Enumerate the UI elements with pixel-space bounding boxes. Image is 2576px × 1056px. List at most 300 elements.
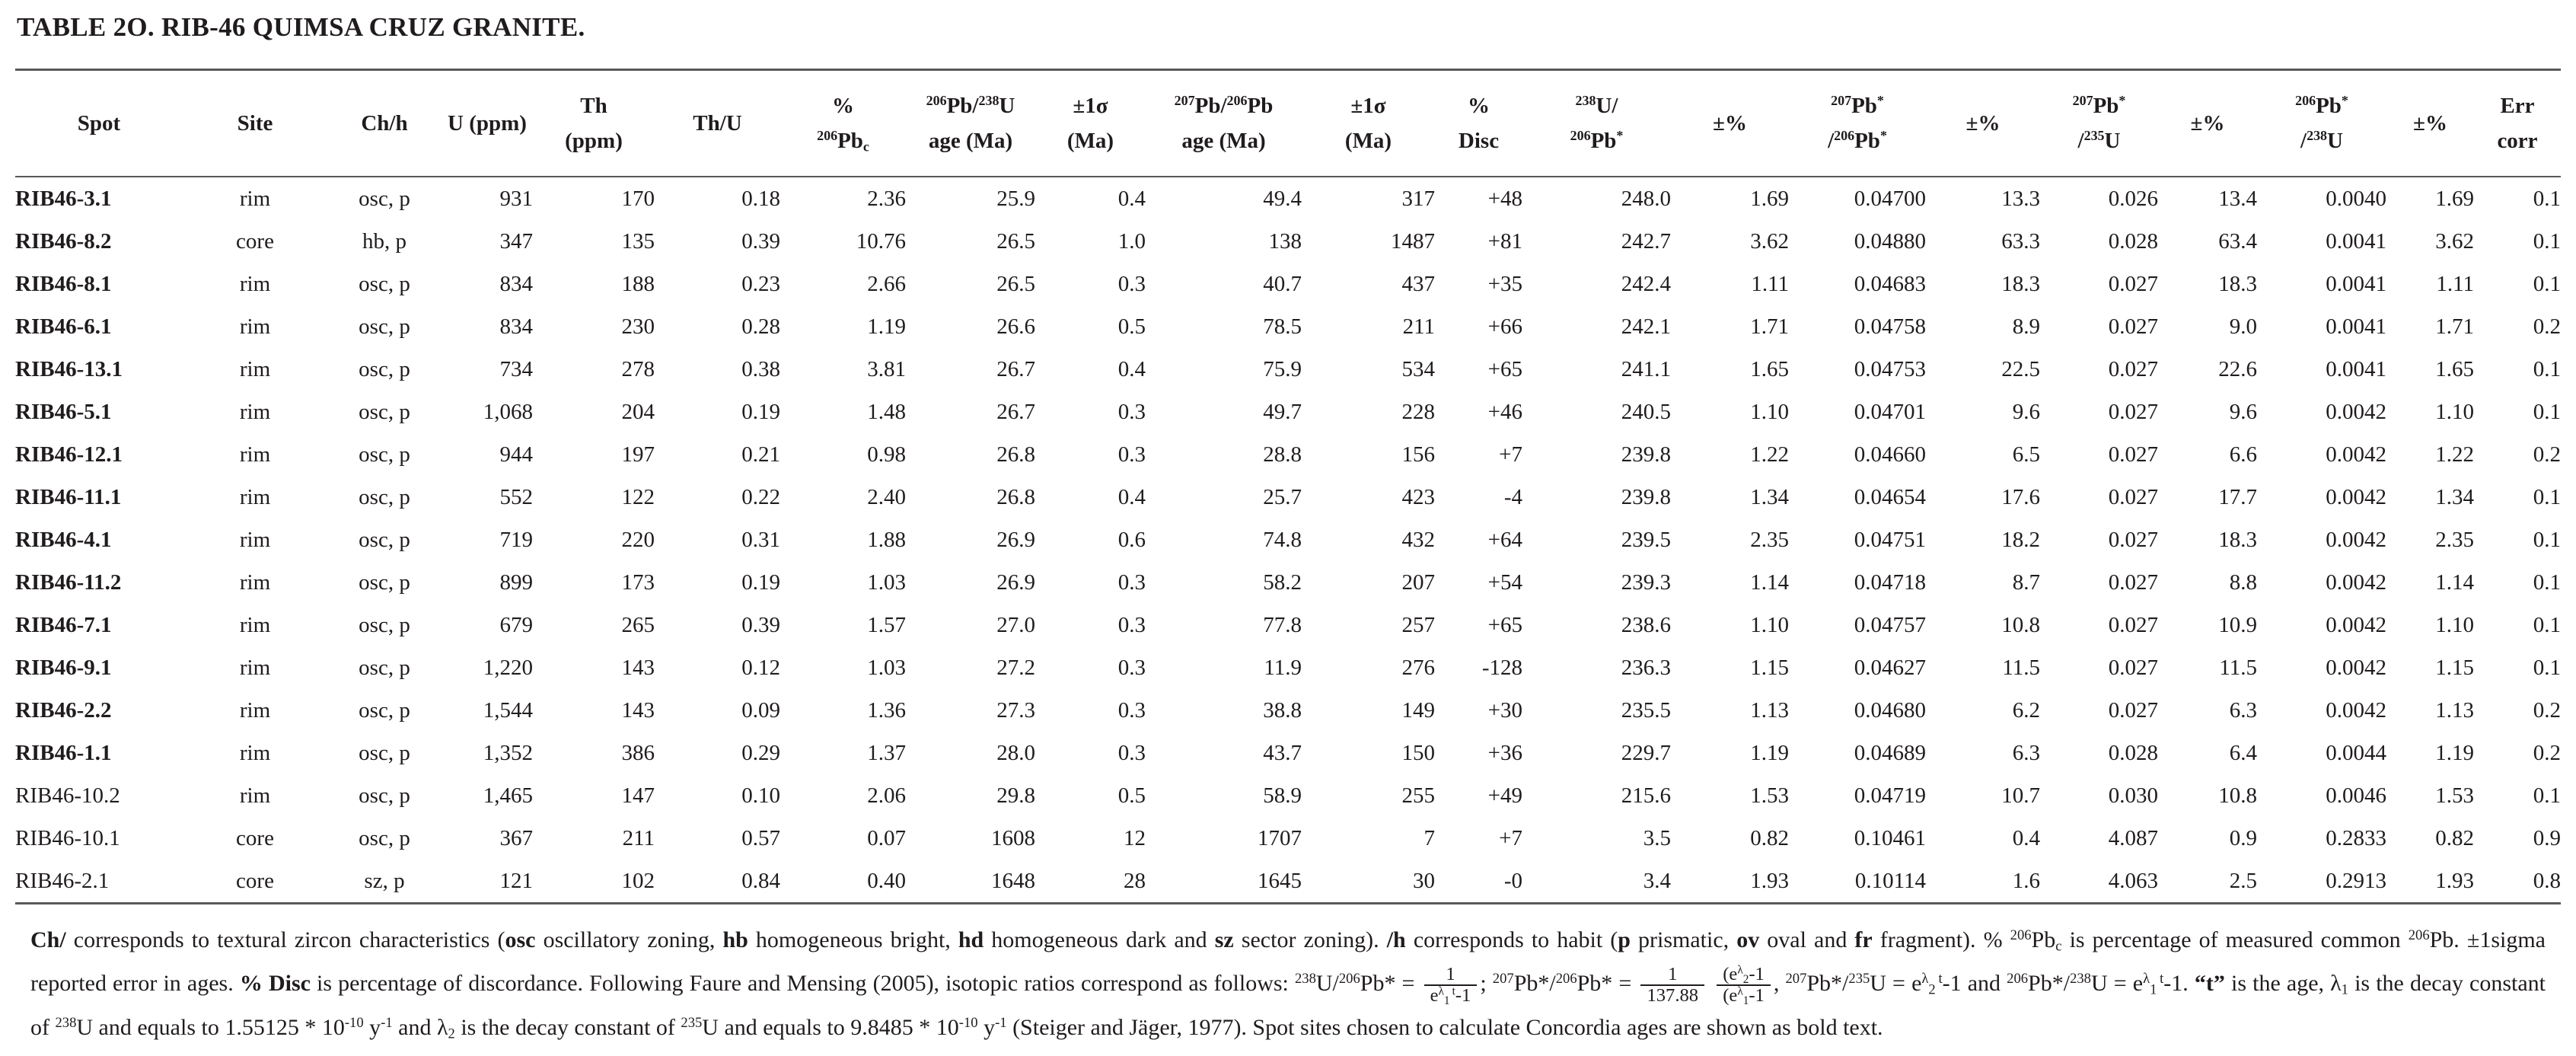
cell-u238-pb206: 242.7 [1621, 228, 1671, 254]
cell-sig-68: 0.5 [1117, 314, 1146, 339]
cell-pb6-u238: 0.0042 [2326, 527, 2386, 552]
cell-chh: sz, p [327, 860, 442, 904]
cell-age-76: 78.5 [1263, 314, 1302, 339]
cell-pb7-u235: 0.027 [2108, 484, 2158, 509]
table-row [15, 220, 2561, 263]
cell-err-corr: 0.1 [2533, 399, 2561, 424]
cell-chh: osc, p [359, 697, 410, 723]
cell-err-corr: 0.1 [2533, 186, 2561, 211]
cell-pb6-u238: 0.0040 [2326, 186, 2386, 211]
cell-th-ppm: 265 [621, 612, 655, 637]
cell-err1: 1.10 [1750, 612, 1789, 637]
column-header-age-76: $^{207}$Pb/$^{206}$Pb age (Ma) [1146, 70, 1302, 177]
cell-err-corr: 0.1 [2533, 271, 2561, 296]
column-header-age-68: $^{206}$Pb/$^{238}$U age (Ma) [906, 70, 1035, 177]
cell-u-ppm: 719 [499, 527, 533, 552]
cell-err-corr: 0.1 [2533, 527, 2561, 552]
cell-age-76: 28.8 [1263, 442, 1302, 467]
cell-age-76: 58.2 [1263, 569, 1302, 595]
cell-sig-76: 150 [1401, 740, 1435, 765]
column-header-pb7-u235: $^{207}$Pb* /$^{235}$U [2040, 70, 2158, 177]
cell-sig-68: 0.3 [1117, 697, 1146, 723]
cell-err3: 18.3 [2218, 527, 2257, 552]
cell-u238-pb206: 239.3 [1621, 569, 1671, 595]
cell-err1: 1.53 [1750, 783, 1789, 808]
cell-u-ppm: 552 [499, 484, 533, 509]
cell-pb6-u238: 0.0041 [2326, 314, 2386, 339]
cell-th-u: 0.39 [741, 612, 780, 637]
cell-disc: -0 [1435, 860, 1522, 904]
cell-pct-pbc: 1.37 [867, 740, 906, 765]
cell-err1: 1.10 [1750, 399, 1789, 424]
cell-sig-76: 534 [1401, 356, 1435, 381]
cell-u-ppm: 347 [499, 228, 533, 254]
cell-th-ppm: 197 [621, 442, 655, 467]
cell-err-corr: 0.8 [2474, 860, 2561, 904]
table-title: TABLE 2O. RIB-46 QUIMSA CRUZ GRANITE. [17, 12, 585, 42]
cell-age-68: 26.9 [996, 569, 1035, 595]
cell-disc: -128 [1481, 655, 1522, 680]
cell-sig-76: 30 [1302, 860, 1435, 904]
column-header-pct-pbc: % $^{206}Pb_c$ [780, 70, 906, 177]
cell-pct-pbc: 1.57 [867, 612, 906, 637]
cell-th-ppm: 143 [621, 655, 655, 680]
cell-err3: 6.4 [2229, 740, 2257, 765]
cell-disc: +66 [1487, 314, 1522, 339]
cell-pb7-pb6: 0.04627 [1854, 655, 1926, 680]
cell-err3: 2.5 [2158, 860, 2257, 904]
cell-sig-68: 1.0 [1117, 228, 1146, 254]
cell-u238-pb206: 248.0 [1621, 186, 1671, 211]
table-row [15, 305, 2561, 348]
cell-err3: 10.9 [2218, 612, 2257, 637]
cell-sig-68: 0.3 [1117, 569, 1146, 595]
cell-sig-76: 423 [1401, 484, 1435, 509]
cell-sig-68: 0.3 [1117, 655, 1146, 680]
cell-err3: 17.7 [2218, 484, 2257, 509]
cell-th-ppm: 188 [621, 271, 655, 296]
cell-pb7-pb6: 0.04757 [1854, 612, 1926, 637]
cell-err-corr: 0.1 [2533, 228, 2561, 254]
cell-sig-68: 12 [1124, 825, 1146, 850]
cell-err2: 6.3 [2012, 740, 2040, 765]
cell-age-68: 26.7 [996, 399, 1035, 424]
cell-err3: 13.4 [2218, 186, 2257, 211]
table-row [15, 348, 2561, 391]
cell-age-68: 26.7 [996, 356, 1035, 381]
cell-pb7-u235: 4.087 [2108, 825, 2158, 850]
cell-pct-pbc: 10.76 [856, 228, 906, 254]
cell-site: rim [239, 186, 271, 211]
cell-chh: osc, p [359, 484, 410, 509]
cell-pb6-u238: 0.0042 [2326, 569, 2386, 595]
table-footnote: Ch/ corresponds to textural zircon characteristics (osc oscillatory zoning, hb homogeneous bright, hd homogeneous dark and sz sector zoning). /h corresponds to habit (p prismatic, ov oval and fr fragment). % $^{206}Pb_c$ is percentage of measured common $^{206}$Pb. ±1sigma reported error in ages. % Disc is percentage of discordance. Following Faure and Mensing (2005), isotopic ratios correspond as follows: $^{238}$U/$^{206}$Pb* = $\frac{1}{e^\lambda_1 ^t-1}$ ; $^{207}$Pb*/$^{206}$Pb* = $\frac{1}{137.88}$ $\frac{(e^\lambda_2-1}{(e^\lambda_1-1}$ , $^{207}Pb*/^{235}U = e^\lambda_2$ $^t$-1 and $^{206}Pb*/^{238}U = e^\lambda_1$ $^t$-1. “t” is the age, $\lambda_1$ is the decay constant of $^{238}$U and equals to $1.55125 * 10^{-10}$ $y^{-1}$ and $\lambda_2$ is the decay constant of $^{235}$U and equals to $9.8485 * 10^{-10}$ $y^{-1}$ (Steiger and Jäger, 1977). Spot sites chosen to calculate Concordia ages are shown as bold text. [30, 927, 2546, 1042]
cell-site: rim [239, 314, 271, 339]
header-row [15, 70, 2561, 177]
column-header-err3: ±% [2158, 70, 2257, 177]
cell-disc: +65 [1487, 612, 1522, 637]
cell-age-68: 26.8 [996, 442, 1035, 467]
cell-age-76: 1707 [1258, 825, 1302, 850]
cell-age-68: 26.8 [996, 484, 1035, 509]
cell-disc: -4 [1503, 484, 1522, 509]
cell-pct-pbc: 2.66 [867, 271, 906, 296]
column-header-chh: Ch/h [327, 70, 442, 177]
cell-disc: +46 [1487, 399, 1522, 424]
table-row [15, 732, 2561, 774]
cell-u-ppm: 944 [499, 442, 533, 467]
cell-th-u: 0.12 [741, 655, 780, 680]
cell-th-u: 0.21 [741, 442, 780, 467]
cell-th-ppm: 278 [621, 356, 655, 381]
cell-pb7-pb6: 0.10114 [1789, 860, 1926, 904]
cell-err4: 1.34 [2435, 484, 2474, 509]
cell-pb7-pb6: 0.04660 [1854, 442, 1926, 467]
cell-err1: 1.14 [1750, 569, 1789, 595]
cell-pb6-u238: 0.0042 [2326, 484, 2386, 509]
table-row [15, 391, 2561, 433]
cell-spot: RIB46-10.1 [15, 825, 120, 850]
cell-site: rim [239, 783, 271, 808]
cell-pb7-pb6: 0.04753 [1854, 356, 1926, 381]
column-header-disc: % Disc [1435, 70, 1522, 177]
cell-site: rim [239, 356, 271, 381]
cell-pb7-u235: 0.027 [2108, 569, 2158, 595]
cell-th-ppm: 204 [621, 399, 655, 424]
cell-err1: 0.82 [1750, 825, 1789, 850]
cell-chh: osc, p [359, 569, 410, 595]
cell-age-76: 138 [1268, 228, 1302, 254]
cell-err1: 1.22 [1750, 442, 1789, 467]
cell-u-ppm: 1,544 [483, 697, 533, 723]
cell-age-76: 38.8 [1263, 697, 1302, 723]
cell-pb7-pb6: 0.04719 [1854, 783, 1926, 808]
cell-chh: osc, p [359, 271, 410, 296]
cell-pb6-u238: 0.0042 [2326, 399, 2386, 424]
cell-sig-68: 0.4 [1117, 356, 1146, 381]
cell-site: rim [239, 655, 271, 680]
cell-spot: RIB46-9.1 [15, 655, 112, 680]
cell-age-68: 1648 [906, 860, 1035, 904]
cell-age-68: 29.8 [996, 783, 1035, 808]
cell-pb6-u238: 0.0044 [2326, 740, 2386, 765]
cell-err4: 1.11 [2436, 271, 2474, 296]
cell-site: rim [239, 612, 271, 637]
cell-err2: 0.4 [2012, 825, 2040, 850]
column-header-u-ppm: U (ppm) [442, 70, 533, 177]
table-row [15, 177, 2561, 220]
cell-pct-pbc: 1.19 [867, 314, 906, 339]
cell-pb7-pb6: 0.04751 [1854, 527, 1926, 552]
cell-chh: osc, p [359, 783, 410, 808]
cell-site: rim [239, 399, 271, 424]
cell-pct-pbc: 0.07 [867, 825, 906, 850]
cell-pb7-u235: 0.027 [2108, 356, 2158, 381]
cell-th-ppm: 135 [621, 228, 655, 254]
column-header-th-ppm: Th (ppm) [533, 70, 655, 177]
table-row [15, 689, 2561, 732]
cell-th-ppm: 170 [621, 186, 655, 211]
cell-disc: +65 [1487, 356, 1522, 381]
cell-u238-pb206: 236.3 [1621, 655, 1671, 680]
cell-err4: 1.53 [2435, 783, 2474, 808]
cell-err3: 6.3 [2229, 697, 2257, 723]
cell-err4: 3.62 [2435, 228, 2474, 254]
column-header-u238-pb206: $^{238}$U/ $^{206}$Pb* [1522, 70, 1671, 177]
cell-pb7-pb6: 0.04718 [1854, 569, 1926, 595]
table-row [15, 646, 2561, 689]
cell-th-u: 0.19 [741, 569, 780, 595]
cell-spot: RIB46-6.1 [15, 314, 112, 339]
cell-err4: 1.14 [2435, 569, 2474, 595]
cell-err2: 10.8 [2001, 612, 2040, 637]
cell-err-corr: 0.1 [2533, 612, 2561, 637]
cell-chh: osc, p [359, 740, 410, 765]
cell-chh: osc, p [359, 356, 410, 381]
cell-age-68: 27.3 [996, 697, 1035, 723]
cell-err3: 18.3 [2218, 271, 2257, 296]
table-header [15, 70, 2561, 177]
cell-pb7-u235: 0.027 [2108, 697, 2158, 723]
cell-u238-pb206: 239.8 [1621, 442, 1671, 467]
cell-err1: 1.19 [1750, 740, 1789, 765]
cell-sig-76: 1487 [1391, 228, 1435, 254]
cell-u-ppm: 1,465 [483, 783, 533, 808]
cell-th-u: 0.23 [741, 271, 780, 296]
cell-u-ppm: 931 [499, 186, 533, 211]
cell-disc: +48 [1487, 186, 1522, 211]
cell-err1: 1.69 [1750, 186, 1789, 211]
cell-pb7-u235: 0.027 [2108, 527, 2158, 552]
cell-spot: RIB46-5.1 [15, 399, 112, 424]
cell-sig-76: 207 [1401, 569, 1435, 595]
cell-age-76: 75.9 [1263, 356, 1302, 381]
cell-disc: +64 [1487, 527, 1522, 552]
cell-u238-pb206: 229.7 [1621, 740, 1671, 765]
cell-u238-pb206: 242.4 [1621, 271, 1671, 296]
cell-pct-pbc: 2.36 [867, 186, 906, 211]
cell-pct-pbc: 1.36 [867, 697, 906, 723]
table-row [15, 860, 2561, 904]
cell-th-ppm: 143 [621, 697, 655, 723]
cell-err1: 1.11 [1751, 271, 1789, 296]
cell-u-ppm: 679 [499, 612, 533, 637]
cell-err4: 1.13 [2435, 697, 2474, 723]
cell-err2: 9.6 [2012, 399, 2040, 424]
cell-pct-pbc: 1.88 [867, 527, 906, 552]
cell-th-u: 0.29 [741, 740, 780, 765]
cell-err-corr: 0.1 [2533, 569, 2561, 595]
cell-sig-76: 149 [1401, 697, 1435, 723]
cell-chh: osc, p [359, 399, 410, 424]
cell-age-68: 1608 [991, 825, 1035, 850]
cell-pb7-pb6: 0.04680 [1854, 697, 1926, 723]
cell-err1: 1.71 [1750, 314, 1789, 339]
cell-th-u: 0.84 [655, 860, 780, 904]
cell-sig-68: 0.3 [1117, 271, 1146, 296]
cell-err3: 0.9 [2229, 825, 2257, 850]
cell-u238-pb206: 242.1 [1621, 314, 1671, 339]
cell-spot: RIB46-12.1 [15, 442, 123, 467]
cell-u238-pb206: 3.4 [1522, 860, 1671, 904]
cell-err-corr: 0.2 [2533, 697, 2561, 723]
cell-th-u: 0.39 [741, 228, 780, 254]
cell-spot: RIB46-8.1 [15, 271, 112, 296]
cell-pb6-u238: 0.0041 [2326, 356, 2386, 381]
cell-disc: +30 [1487, 697, 1522, 723]
cell-err3: 6.6 [2229, 442, 2257, 467]
cell-err4: 1.10 [2435, 612, 2474, 637]
cell-spot: RIB46-3.1 [15, 186, 112, 211]
cell-pb7-pb6: 0.04701 [1854, 399, 1926, 424]
cell-age-68: 26.9 [996, 527, 1035, 552]
cell-age-76: 11.9 [1264, 655, 1302, 680]
table-row [15, 774, 2561, 817]
cell-err2: 13.3 [2001, 186, 2040, 211]
cell-site: rim [239, 740, 271, 765]
cell-disc: +35 [1487, 271, 1522, 296]
cell-th-u: 0.18 [741, 186, 780, 211]
cell-th-u: 0.22 [741, 484, 780, 509]
cell-err-corr: 0.2 [2533, 442, 2561, 467]
cell-chh: osc, p [359, 314, 410, 339]
cell-site: core [236, 228, 274, 254]
cell-err-corr: 0.1 [2533, 655, 2561, 680]
cell-age-68: 26.5 [996, 271, 1035, 296]
cell-err2: 1.6 [1926, 860, 2040, 904]
cell-disc: +49 [1487, 783, 1522, 808]
table-body [15, 177, 2561, 904]
cell-sig-76: 255 [1401, 783, 1435, 808]
cell-pct-pbc: 2.06 [867, 783, 906, 808]
cell-th-u: 0.19 [741, 399, 780, 424]
cell-site: rim [239, 271, 271, 296]
cell-sig-68: 0.4 [1117, 186, 1146, 211]
cell-spot: RIB46-1.1 [15, 740, 112, 765]
cell-sig-76: 432 [1401, 527, 1435, 552]
cell-chh: osc, p [359, 612, 410, 637]
table-row [15, 433, 2561, 476]
cell-spot: RIB46-7.1 [15, 612, 112, 637]
cell-sig-76: 437 [1401, 271, 1435, 296]
cell-u238-pb206: 241.1 [1621, 356, 1671, 381]
cell-u238-pb206: 238.6 [1621, 612, 1671, 637]
cell-age-68: 26.6 [996, 314, 1035, 339]
cell-pb6-u238: 0.0041 [2326, 228, 2386, 254]
cell-age-76: 49.4 [1263, 186, 1302, 211]
cell-err1: 2.35 [1750, 527, 1789, 552]
cell-chh: osc, p [359, 527, 410, 552]
cell-u238-pb206: 215.6 [1621, 783, 1671, 808]
cell-age-68: 28.0 [996, 740, 1035, 765]
cell-disc: +7 [1499, 442, 1522, 467]
cell-sig-76: 228 [1401, 399, 1435, 424]
cell-age-68: 27.0 [996, 612, 1035, 637]
cell-pb6-u238: 0.0042 [2326, 655, 2386, 680]
cell-site: rim [239, 697, 271, 723]
cell-sig-76: 156 [1401, 442, 1435, 467]
cell-th-ppm: 230 [621, 314, 655, 339]
cell-pct-pbc: 1.03 [867, 655, 906, 680]
cell-pct-pbc: 1.48 [867, 399, 906, 424]
cell-err1: 1.34 [1750, 484, 1789, 509]
cell-sig-68: 0.3 [1117, 612, 1146, 637]
cell-pb7-u235: 0.027 [2108, 399, 2158, 424]
cell-spot: RIB46-11.1 [15, 484, 122, 509]
cell-spot: RIB46-10.2 [15, 783, 120, 808]
cell-sig-68: 0.5 [1117, 783, 1146, 808]
cell-err2: 17.6 [2001, 484, 2040, 509]
cell-err4: 1.15 [2435, 655, 2474, 680]
cell-pb7-u235: 0.026 [2108, 186, 2158, 211]
cell-err4: 1.22 [2435, 442, 2474, 467]
cell-pb7-u235: 0.027 [2108, 655, 2158, 680]
cell-err-corr: 0.1 [2533, 783, 2561, 808]
cell-age-68: 25.9 [996, 186, 1035, 211]
cell-err4: 1.65 [2435, 356, 2474, 381]
cell-pct-pbc: 0.98 [867, 442, 906, 467]
cell-th-ppm: 220 [621, 527, 655, 552]
cell-u-ppm: 734 [499, 356, 533, 381]
cell-err1: 1.93 [1671, 860, 1789, 904]
cell-th-u: 0.28 [741, 314, 780, 339]
cell-chh: osc, p [359, 655, 410, 680]
cell-sig-76: 7 [1423, 825, 1435, 850]
column-header-pb7-pb6: $^{207}$Pb* /$^{206}$Pb* [1789, 70, 1926, 177]
cell-pb7-pb6: 0.04654 [1854, 484, 1926, 509]
cell-th-ppm: 386 [621, 740, 655, 765]
column-header-spot: Spot [15, 70, 183, 177]
cell-pb7-pb6: 0.04880 [1854, 228, 1926, 254]
cell-pb7-u235: 0.030 [2108, 783, 2158, 808]
cell-sig-76: 211 [1402, 314, 1435, 339]
cell-err4: 1.93 [2386, 860, 2474, 904]
cell-u-ppm: 899 [499, 569, 533, 595]
cell-u-ppm: 1,068 [483, 399, 533, 424]
cell-u238-pb206: 239.5 [1621, 527, 1671, 552]
cell-pb7-u235: 0.027 [2108, 442, 2158, 467]
cell-sig-68: 0.4 [1117, 484, 1146, 509]
cell-th-u: 0.38 [741, 356, 780, 381]
cell-err1: 1.13 [1750, 697, 1789, 723]
cell-u238-pb206: 3.5 [1643, 825, 1671, 850]
cell-pct-pbc: 3.81 [867, 356, 906, 381]
cell-err3: 9.0 [2229, 314, 2257, 339]
cell-err3: 63.4 [2218, 228, 2257, 254]
cell-pb6-u238: 0.0042 [2326, 612, 2386, 637]
cell-pb7-pb6: 0.10461 [1854, 825, 1926, 850]
cell-err-corr: 0.2 [2533, 314, 2561, 339]
cell-err4: 2.35 [2435, 527, 2474, 552]
cell-pct-pbc: 1.03 [867, 569, 906, 595]
cell-chh: osc, p [359, 825, 410, 850]
cell-err3: 22.6 [2218, 356, 2257, 381]
cell-age-76: 77.8 [1263, 612, 1302, 637]
cell-u238-pb206: 240.5 [1621, 399, 1671, 424]
cell-site: core [183, 860, 327, 904]
cell-th-u: 0.09 [741, 697, 780, 723]
column-header-err4: ±% [2386, 70, 2474, 177]
cell-disc: +54 [1487, 569, 1522, 595]
cell-u-ppm: 1,220 [483, 655, 533, 680]
cell-sig-68: 28 [1035, 860, 1146, 904]
cell-sig-76: 317 [1401, 186, 1435, 211]
cell-spot: RIB46-8.2 [15, 228, 112, 254]
cell-err-corr: 0.1 [2533, 356, 2561, 381]
cell-disc: +7 [1499, 825, 1522, 850]
cell-err3: 11.5 [2219, 655, 2257, 680]
cell-th-ppm: 147 [621, 783, 655, 808]
